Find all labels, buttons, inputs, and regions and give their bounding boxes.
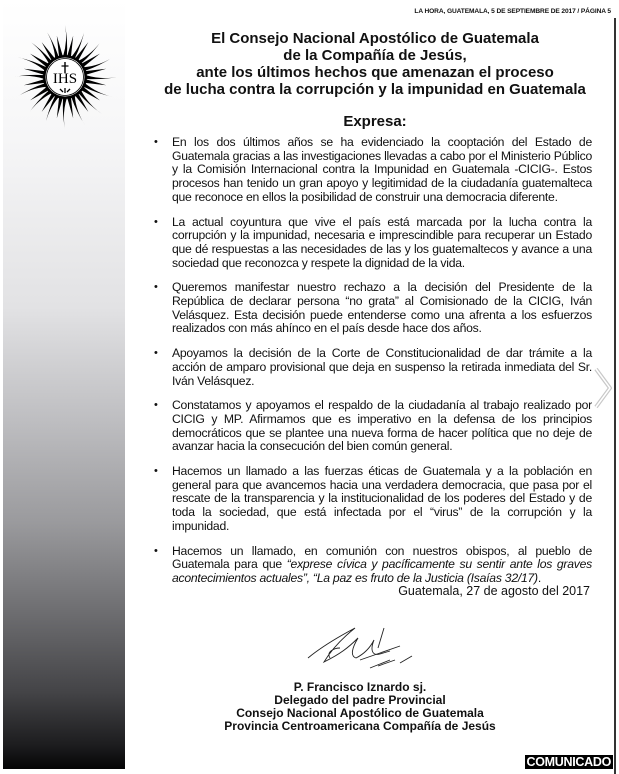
- list-item: [152, 281, 592, 336]
- page-title: [140, 30, 610, 98]
- sun-ray: [17, 83, 46, 97]
- signer-province: Provincia Centroamericana Compañía de Jesús: [224, 719, 496, 733]
- comunicado-label: COMUNICADO: [526, 755, 611, 769]
- title-line: de lucha contra la corrupción y la impunidad en Guatemala: [164, 81, 586, 98]
- logo-monogram: IHS: [52, 71, 78, 87]
- sun-ray: [24, 69, 45, 75]
- list-item: [152, 216, 592, 271]
- sun-ray: [86, 75, 117, 79]
- sun-ray: [84, 83, 113, 97]
- sun-ray: [45, 96, 59, 125]
- sun-ray: [67, 97, 73, 118]
- signer-name: P. Francisco Iznardo sj.: [293, 680, 427, 694]
- bullet-icon: •: [154, 136, 158, 148]
- signer-role: Delegado del padre Provincial: [274, 693, 446, 707]
- sun-ray: [63, 25, 67, 56]
- sun-ray: [67, 36, 73, 57]
- sun-ray: [84, 57, 113, 71]
- signature-image: [300, 618, 420, 674]
- sun-ray: [71, 96, 85, 125]
- section-heading: Expresa:: [343, 113, 407, 130]
- bullet-icon: •: [154, 399, 158, 412]
- bullet-icon: •: [154, 215, 158, 228]
- sun-ray: [71, 29, 85, 58]
- bullet-icon: •: [154, 281, 158, 294]
- item-text: La actual coyuntura que vive el país está marcada por la lucha contra la corrupción y la impunidad, necesaria e imprescindible para recuperar un Estado que dé respuestas a las necesidades de las y los guatemaltecos y avance a una sociedad que reconozca y respete la dignidad de la vida.: [172, 214, 592, 270]
- sun-ray: [57, 36, 63, 57]
- list-item: [152, 545, 592, 586]
- dateline: Guatemala, 27 de agosto del 2017: [398, 584, 590, 598]
- jesuit-sun-emblem-icon: [10, 22, 120, 132]
- title-line: El Consejo Nacional Apostólico de Guatemala: [211, 30, 539, 47]
- item-text: En los dos últimos años se ha evidenciado la cooptación del Estado de Guatemala gracias a las investigaciones llevadas a cabo por el Ministerio Público y la Comisión Internacional contra la Impunidad en Guatemala -CICIG-. Estos procesos han tenido un gran apoyo y legitimidad de la ciudadanía guatemalteca que reconoce en ellos la posibilidad de construir una democracia diferente.: [172, 135, 592, 204]
- item-text: Hacemos un llamado a las fuerzas éticas de Guatemala y a la población en general para que avancemos hacia una verdadera democracia, que pasa por el rescate de la transparencia y la institucionalidad de los poderes del Estado y de toda la sociedad, que está infectada por el “virus” de la corrupción y la impunidad.: [172, 464, 592, 533]
- sun-ray: [63, 98, 67, 129]
- title-line: de la Compañía de Jesús,: [283, 47, 467, 64]
- list-item: [152, 399, 592, 454]
- item-quote: “exprese cívica y pacíficamente su sentir ante los graves acontecimientos actuales”, “La paz es fruto de la Justicia (Isaías 32/17): [172, 557, 592, 585]
- list-item: [152, 136, 592, 205]
- item-text: Constatamos y apoyamos el respaldo de la ciudadanía al trabajo realizado por CICIG y MP. Afirmamos que es imperativo en la defensa de los principios democráticos que se plantee una nueva forma de hacer política que no deje de avanzar hacia la consecución del bien común general.: [172, 398, 592, 454]
- signer-block: [200, 681, 520, 733]
- sun-ray: [17, 57, 46, 71]
- sun-ray: [13, 75, 44, 79]
- sun-ray: [24, 79, 45, 85]
- item-text: Apoyamos la decisión de la Corte de Constitucionalidad de dar trámite a la acción de amparo provisional que deja en suspenso la retirada inmediata del Sr. Iván Velásquez.: [172, 346, 592, 388]
- list-item: [152, 347, 592, 388]
- publication-line: LA HORA, GUATEMALA, 5 DE SEPTIEMBRE DE 2017 / PÁGINA 5: [414, 8, 611, 15]
- bullet-icon: •: [154, 544, 158, 557]
- bullet-icon: •: [154, 347, 158, 360]
- sun-ray: [85, 69, 106, 75]
- item-text-tail: .: [537, 570, 541, 585]
- bullet-icon: •: [154, 465, 158, 478]
- list-item: [152, 465, 592, 534]
- sun-ray: [45, 29, 59, 58]
- statement-list: [152, 136, 592, 597]
- sun-ray: [57, 97, 63, 118]
- chevron-right-icon[interactable]: [592, 366, 616, 410]
- signer-org: Consejo Nacional Apostólico de Guatemala: [236, 706, 484, 720]
- item-text: Hacemos un llamado, en comunión con nuestros obispos, al pueblo de Guatemala para que: [172, 543, 592, 572]
- item-text: Queremos manifestar nuestro rechazo a la decisión del Presidente de la República de declarar persona “no grata” al Comisionado de la CICIG, Iván Velásquez. Esta decisión puede entenderse como una afrenta a los esfuerzos realizados con más ahínco en el país desde hace dos años.: [172, 280, 592, 336]
- sun-ray: [85, 79, 106, 85]
- title-line: ante los últimos hechos que amenazan el proceso: [196, 64, 554, 81]
